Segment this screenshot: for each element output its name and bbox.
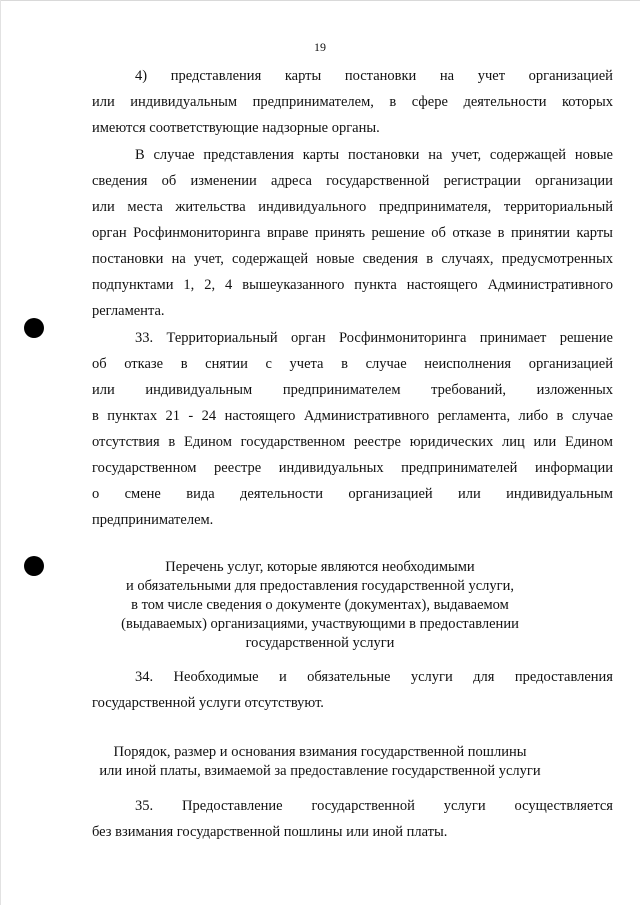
word: в: [168, 434, 176, 450]
word: либо: [518, 408, 549, 424]
word: орган: [291, 330, 326, 346]
paragraph-line: [92, 276, 613, 294]
word: в: [389, 94, 397, 110]
word: карты: [576, 225, 613, 241]
word: пункта: [354, 277, 397, 293]
word: о: [92, 486, 100, 502]
word: места: [127, 199, 163, 215]
section-heading-line: Перечень услуг, которые являются необходимыми: [165, 559, 475, 575]
paragraph-line: [135, 146, 613, 164]
word: услуги: [410, 669, 453, 685]
section-heading-line: (выдаваемых) организациями, участвующими в предоставлении: [121, 616, 519, 632]
word: Административного: [303, 408, 430, 424]
word: отказе: [452, 225, 492, 241]
word: отсутствия: [92, 434, 160, 450]
word: деятельности: [240, 486, 324, 502]
word: Едином: [183, 434, 232, 450]
word: постановки: [347, 147, 420, 163]
word: и: [278, 669, 287, 685]
word: принятии: [510, 225, 571, 241]
word: 34.: [135, 669, 154, 685]
word: индивидуального: [258, 199, 367, 215]
section-heading-line: в том числе сведения о документе (документах), выдаваемом: [131, 597, 509, 613]
word: учет,: [194, 251, 224, 267]
word: Административного: [487, 277, 613, 293]
word: 1,: [183, 277, 195, 293]
word: об: [161, 173, 177, 189]
word: регистрации: [443, 173, 521, 189]
word: Росфинмониторинга: [339, 330, 467, 346]
word: 4: [225, 277, 233, 293]
word: В: [135, 147, 145, 163]
paragraph-line: [92, 198, 613, 216]
paragraph-line: [92, 172, 613, 190]
word: для: [473, 669, 495, 685]
word: принять: [314, 225, 366, 241]
word: подпунктами: [92, 277, 174, 293]
paragraph-line: [135, 67, 613, 85]
paragraph-line: [92, 407, 613, 425]
word: случае: [365, 356, 407, 372]
word: в: [426, 251, 434, 267]
word: вышеуказанного: [242, 277, 345, 293]
word: Едином: [564, 434, 613, 450]
word: об: [431, 225, 446, 241]
word: 4): [135, 68, 148, 84]
word: 24: [201, 408, 217, 424]
word: которых: [561, 94, 613, 110]
word: или: [92, 94, 115, 110]
word: Необходимые: [173, 669, 259, 685]
word: настоящего: [224, 408, 296, 424]
word: содержащей: [489, 147, 567, 163]
word: смене: [124, 486, 161, 502]
word: информации: [535, 460, 613, 476]
word: об: [92, 356, 107, 372]
word: постановки: [92, 251, 164, 267]
word: учет: [477, 68, 506, 84]
word: в: [341, 356, 348, 372]
word: отказе: [124, 356, 164, 372]
word: на: [171, 251, 186, 267]
word: индивидуальным: [145, 382, 253, 398]
word: новые: [574, 147, 613, 163]
paragraph-line: [92, 459, 613, 477]
word: осуществляется: [514, 798, 613, 814]
paragraph-line: [135, 797, 613, 815]
word: случае: [153, 147, 195, 163]
word: лиц: [501, 434, 525, 450]
word: карты: [302, 147, 340, 163]
word: предоставления: [514, 669, 613, 685]
word: принимает: [479, 330, 547, 346]
word: 35.: [135, 798, 154, 814]
word: регламента,: [437, 408, 511, 424]
word: сведения: [92, 173, 148, 189]
word: постановки: [344, 68, 417, 84]
punch-hole-mark: [24, 318, 44, 338]
paragraph-line: регламента.: [92, 303, 165, 319]
word: территориальный: [503, 199, 613, 215]
word: содержащей: [232, 251, 309, 267]
word: предпринимателя,: [378, 199, 492, 215]
word: в: [556, 408, 564, 424]
word: карты: [284, 68, 322, 84]
word: неисполнения: [424, 356, 512, 372]
word: в: [180, 356, 188, 372]
word: 2,: [204, 277, 216, 293]
word: индивидуальных: [278, 460, 384, 476]
word: изложенных: [536, 382, 613, 398]
word: учета: [289, 356, 324, 372]
word: государственной: [326, 173, 430, 189]
word: -: [188, 408, 194, 424]
word: предусмотренных: [501, 251, 613, 267]
word: реестре: [214, 460, 262, 476]
word: государственном: [92, 460, 197, 476]
word: в: [92, 408, 99, 424]
paragraph-line: [92, 355, 613, 373]
word: случаях,: [441, 251, 494, 267]
word: индивидуальным: [130, 94, 238, 110]
word: случае: [571, 408, 613, 424]
word: требований,: [431, 382, 506, 398]
word: решение: [371, 225, 425, 241]
word: предпринимателем: [282, 382, 401, 398]
word: сведения: [362, 251, 419, 267]
word: организацией: [348, 486, 433, 502]
word: настоящего: [406, 277, 478, 293]
word: орган: [92, 225, 127, 241]
word: юридических: [409, 434, 494, 450]
word: с: [265, 356, 272, 372]
word: решение: [559, 330, 613, 346]
paragraph-line: [92, 250, 613, 268]
word: предпринимателем,: [252, 94, 374, 110]
word: обязательные: [307, 669, 391, 685]
word: Росфинмониторинга: [133, 225, 261, 241]
word: предпринимателей: [401, 460, 518, 476]
word: представления: [203, 147, 294, 163]
word: или: [92, 199, 115, 215]
page-top-edge: [0, 0, 640, 1]
word: в: [497, 225, 505, 241]
word: пунктах: [107, 408, 158, 424]
word: изменении: [190, 173, 257, 189]
word: или: [533, 434, 557, 450]
word: организации: [535, 173, 613, 189]
paragraph-line: имеются соответствующие надзорные органы.: [92, 120, 380, 136]
word: вправе: [266, 225, 309, 241]
paragraph-line: [92, 433, 613, 451]
word: 33.: [135, 330, 154, 346]
section-heading-line: государственной услуги: [245, 635, 395, 651]
paragraph-line: предпринимателем.: [92, 512, 214, 528]
word: индивидуальным: [506, 486, 613, 502]
word: или: [92, 382, 115, 398]
word: новые: [316, 251, 355, 267]
word: адреса: [270, 173, 312, 189]
word: деятельности: [463, 94, 547, 110]
paragraph-line: [92, 224, 613, 242]
page-number: 19: [314, 40, 326, 54]
word: сфере: [411, 94, 448, 110]
paragraph-line: [92, 381, 613, 399]
paragraph-line: [92, 93, 613, 111]
word: реестре: [353, 434, 401, 450]
section-heading-line: или иной платы, взимаемой за предоставление государственной услуги: [99, 763, 541, 779]
word: Территориальный: [166, 330, 278, 346]
paragraph-line: без взимания государственной пошлины или иной платы.: [92, 824, 448, 840]
word: на: [439, 68, 455, 84]
word: Предоставление: [182, 798, 283, 814]
word: организацией: [528, 68, 613, 84]
paragraph-line: [135, 668, 613, 686]
word: организацией: [528, 356, 613, 372]
section-heading-line: и обязательными для предоставления государственной услуги,: [126, 578, 514, 594]
word: услуги: [443, 798, 486, 814]
word: или: [458, 486, 481, 502]
word: на: [428, 147, 443, 163]
word: 21: [165, 408, 180, 424]
section-heading-line: Порядок, размер и основания взимания государственной пошлины: [113, 744, 527, 760]
word: снятии: [205, 356, 248, 372]
paragraph-line: [135, 329, 613, 347]
word: вида: [186, 486, 215, 502]
paragraph-line: [92, 485, 613, 503]
paragraph-line: государственной услуги отсутствуют.: [92, 695, 324, 711]
word: учет,: [451, 147, 482, 163]
word: жительства: [175, 199, 246, 215]
word: государственном: [240, 434, 346, 450]
word: государственной: [311, 798, 415, 814]
word: представления: [170, 68, 262, 84]
